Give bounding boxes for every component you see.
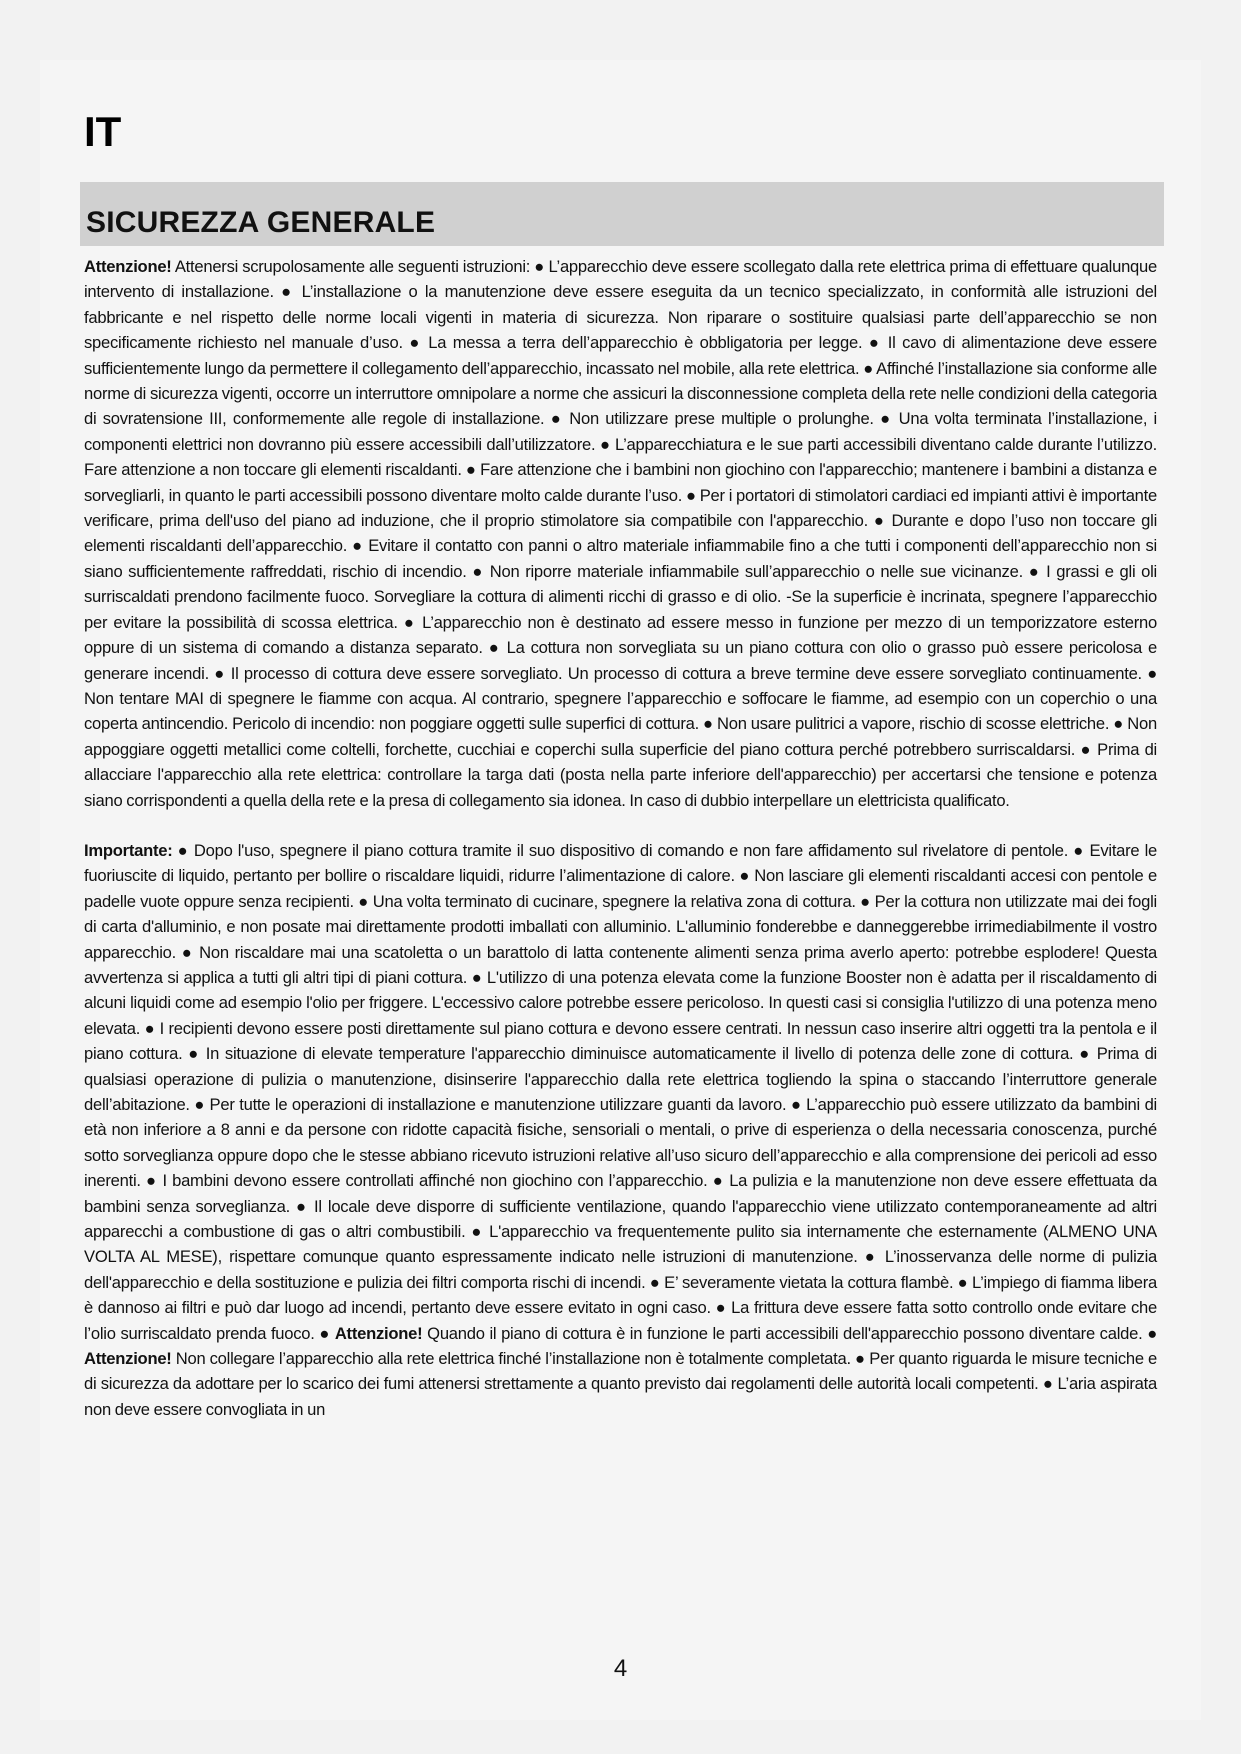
warning-lead: Attenzione!	[334, 1323, 423, 1343]
paragraph-text: Non collegare l’apparecchio alla rete elettrica finché l’installazione non è totalmente completata. ● Per quanto riguarda le misure tecniche e di sicurezza da adottare per lo scarico dei fumi attenersi strettamente a quanto previsto dai regolamenti delle autorità locali competenti. ● L’aria aspirata non deve essere convogliata in un	[84, 1349, 1157, 1419]
warning-lead: Attenzione!	[84, 1349, 172, 1369]
paragraph-text: Attenersi scrupolosamente alle seguenti istruzioni: ● L’apparecchio deve essere scollegato dalla rete elettrica prima di effettuare qualunque intervento di installazione. ● L’installazione o la manutenzione deve essere eseguita da un tecnico specializzato, in conformità alle istruzioni del fabbricante e nel rispetto delle norme locali vigenti in materia di sicurezza. Non riparare o sostituire qualsiasi parte dell’apparecchio se non specificamente richiesto nel manuale d’uso. ● La messa a terra dell’apparecchio è obbligatoria per legge. ● Il cavo di alimentazione deve essere sufficientemente lungo da permettere il collegamento dell’apparecchio, incassato nel mobile, alla rete elettrica. ● Affinché l’installazione sia conforme alle norme di sicurezza vigenti, occorre un interruttore omnipolare a norme che assicuri la disconnessione completa della rete nelle condizioni della categoria di sovratensione III, conformemente alle regole di installazione. ● Non utilizzare prese multiple o prolunghe. ● Una volta terminata l’installazione, i componenti elettrici non dovranno più essere accessibili dall’utilizzatore. ● L’apparecchiatura e le sue parti accessibili diventano calde durante l’utilizzo. Fare attenzione a non toccare gli elementi riscaldanti. ● Fare attenzione che i bambini non giochino con l'apparecchio; mantenere i bambini a distanza e sorvegliarli, in quanto le parti accessibili possono diventare molto calde durante l’uso. ● Per i portatori di stimolatori cardiaci ed impianti attivi è importante verificare, prima dell'uso del piano ad induzione, che il proprio stimolatore sia compatibile con l'apparecchio. ● Durante e dopo l’uso non toccare gli elementi riscaldanti dell’apparecchio. ● Evitare il contatto con panni o altro materiale infiammabile fino a che tutti i componenti dell’apparecchio non si siano sufficientemente raffreddati, rischio di incendio. ● Non riporre materiale infiammabile sull’apparecchio o nelle sue vicinanze. ● I grassi e gli oli surriscaldati prendono facilmente fuoco. Sorvegliare la cottura di alimenti ricchi di grasso e di olio. -Se la superficie è incrinata, spegnere l’apparecchio per evitare la possibilità di scossa elettrica. ● L’apparecchio non è destinato ad essere messo in funzione per mezzo di un temporizzatore esterno oppure di un sistema di comando a distanza separato. ● La cottura non sorvegliata su un piano cottura con olio o grasso può essere pericolosa e generare incendi. ● Il processo di cottura deve essere sorvegliato. Un processo di cottura a breve termine deve essere sorvegliato continuamente. ● Non tentare MAI di spegnere le fiamme con acqua. Al contrario, spegnere l’apparecchio e soffocare le fiamme, ad esempio con un coperchio o una coperta antincendio. Pericolo di incendio: non poggiare oggetti sulle superfici di cottura. ● Non usare pulitrici a vapore, rischio di scosse elettriche. ● Non appoggiare oggetti metallici come coltelli, forchette, cucchiai e coperchi sulla superficie del piano cottura perché potrebbero surriscaldarsi. ● Prima di allacciare l'apparecchio alla rete elettrica: controllare la targa dati (posta nella parte inferiore dell'apparecchio) per accertarsi che tensione e potenza siano corrispondenti a quella della rete e la presa di collegamento sia idonea. In caso di dubbio interpellare un elettricista qualificato.	[84, 257, 1157, 810]
page-number: 4	[613, 1655, 628, 1682]
paragraph-attenzione	[84, 254, 1157, 813]
paragraph-text: ● Dopo l'uso, spegnere il piano cottura tramite il suo dispositivo di comando e non fare affidamento sul rivelatore di pentole. ● Evitare le fuoriuscite di liquido, pertanto per bollire o riscaldare liquidi, ridurre l’alimentazione di calore. ● Non lasciare gli elementi riscaldanti accesi con pentole e padelle vuote oppure senza recipienti. ● Una volta terminato di cucinare, spegnere la relativa zona di cottura. ● Per la cottura non utilizzate mai dei fogli di carta d'alluminio, e non posate mai direttamente prodotti imballati con alluminio. L'alluminio fonderebbe e danneggerebbe irrimediabilmente il vostro apparecchio. ● Non riscaldare mai una scatoletta o un barattolo di latta contenente alimenti senza prima averlo aperto: potrebbe esplodere! Questa avvertenza si applica a tutti gli altri tipi di piani cottura. ● L'utilizzo di una potenza elevata come la funzione Booster non è adatta per il riscaldamento di alcuni liquidi come ad esempio l'olio per friggere. L'eccessivo calore potrebbe essere pericoloso. In questi casi si consiglia l'utilizzo di una potenza meno elevata. ● I recipienti devono essere posti direttamente sul piano cottura e devono essere centrati. In nessun caso inserire altri oggetti tra la pentola e il piano cottura. ● In situazione di elevate temperature l'apparecchio diminuisce automaticamente il livello di potenza delle zone di cottura. ● Prima di qualsiasi operazione di pulizia o manutenzione, disinserire l'apparecchio dalla rete elettrica togliendo la spina o staccando l’interruttore generale dell’abitazione. ● Per tutte le operazioni di installazione e manutenzione utilizzare guanti da lavoro. ● L’apparecchio può essere utilizzato da bambini di età non inferiore a 8 anni e da persone con ridotte capacità fisiche, sensoriali o mentali, o prive di esperienza o della necessaria conoscenza, purché sotto sorveglianza oppure dopo che le stesse abbiano ricevuto istruzioni relative all’uso sicuro dell’apparecchio e alla comprensione dei pericoli ad esso inerenti. ● I bambini devono essere controllati affinché non giochino con l’apparecchio. ● La pulizia e la manutenzione non deve essere effettuata da bambini senza sorveglianza. ● Il locale deve disporre di sufficiente ventilazione, quando l'apparecchio viene utilizzato contemporaneamente ad altri apparecchi a combustione di gas o altri combustibili. ● L'apparecchio va frequentemente pulito sia internamente che esternamente (ALMENO UNA VOLTA AL MESE), rispettare comunque quanto espressamente indicato nelle istruzioni di manutenzione. ● L’inosservanza delle norme di pulizia dell'apparecchio e della sostituzione e pulizia dei filtri comporta rischi di incendi. ● E’ severamente vietata la cottura flambè. ● L’impiego di fiamma libera è dannoso ai filtri e può dar luogo ad incendi, pertanto deve essere evitato in ogni caso. ● La frittura deve essere fatta sotto controllo onde evitare che l’olio surriscaldato prenda fuoco. ●	[84, 840, 1157, 1343]
paragraph-text: Quando il piano di cottura è in funzione le parti accessibili dell'apparecchio possono diventare calde. ●	[422, 1323, 1157, 1343]
paragraph-importante	[84, 838, 1157, 1422]
language-code: IT	[84, 108, 122, 155]
paragraph-lead: Importante:	[84, 840, 173, 860]
document-body	[84, 254, 1157, 1422]
paragraph-lead: Attenzione!	[84, 257, 172, 276]
section-title: SICUREZZA GENERALE	[86, 206, 436, 239]
